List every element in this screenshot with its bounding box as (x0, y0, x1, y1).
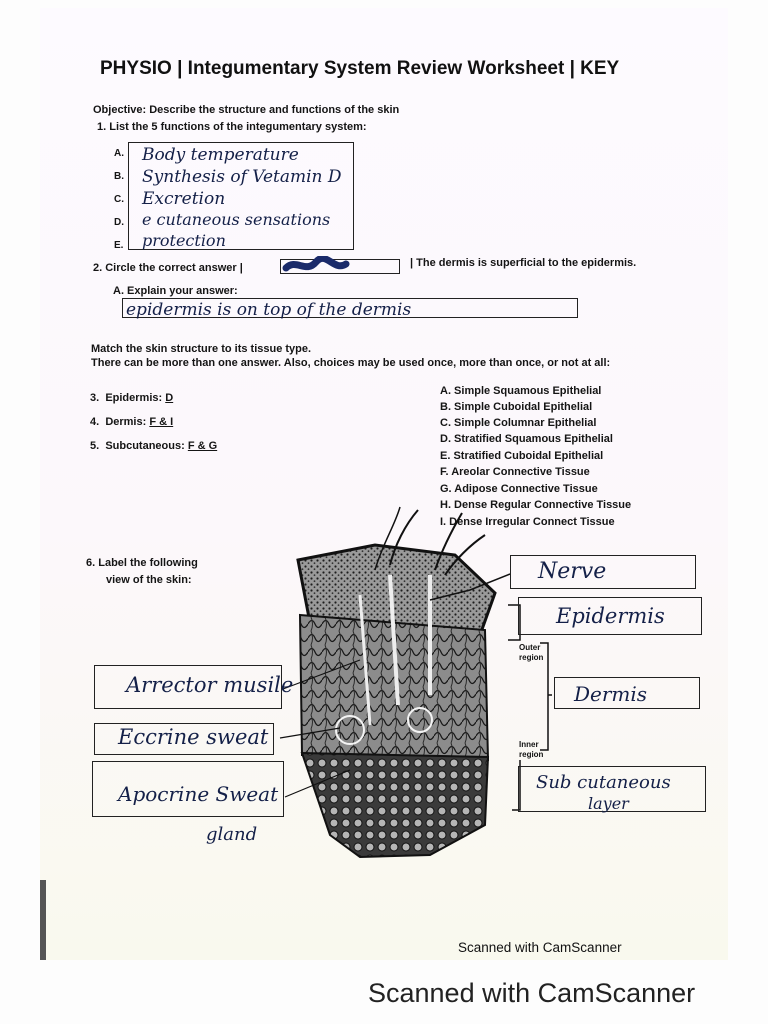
choice-a: A. Simple Squamous Epithelial (440, 385, 602, 397)
match-instructions-1: Match the skin structure to its tissue type. (91, 343, 312, 355)
label-apocrine: Apocrine Sweat (118, 782, 279, 806)
objective-text: Objective: Describe the structure and functions of the skin (93, 104, 400, 116)
question-2: 2. Circle the correct answer | (93, 262, 243, 274)
label-subcutaneous-2: layer (588, 794, 629, 813)
question-1: 1. List the 5 functions of the integumentary system: (97, 121, 367, 133)
choice-b: B. Simple Cuboidal Epithelial (440, 401, 593, 413)
choice-g: G. Adipose Connective Tissue (440, 483, 598, 495)
match-item-label: Subcutaneous: (105, 440, 185, 452)
q1-answer-b: Synthesis of Vetamin D (142, 167, 342, 187)
q1-letter-a: A. (114, 148, 124, 159)
label-nerve: Nerve (538, 559, 607, 584)
page-title: PHYSIO | Integumentary System Review Worksheet | KEY (100, 58, 620, 79)
choice-h: H. Dense Regular Connective Tissue (440, 499, 632, 511)
q1-letter-c: C. (114, 194, 124, 205)
label-epidermis: Epidermis (556, 604, 665, 628)
match-instructions-2: There can be more than one answer. Also, choices may be used once, more than once, or not at all: (91, 357, 611, 369)
label-eccrine: Eccrine sweat (118, 725, 269, 749)
label-gland: gland (206, 824, 258, 845)
question-6-line2: view of the skin: (106, 574, 192, 586)
match-item-label: Dermis: (105, 416, 147, 428)
q1-letter-b: B. (114, 171, 124, 182)
q1-answer-a: Body temperature (142, 145, 299, 165)
q1-letter-d: D. (114, 217, 124, 228)
match-item-number: 5. (90, 440, 100, 452)
inner-region-line1: Inner (519, 740, 539, 749)
match-item-number: 3. (90, 392, 100, 404)
choice-i: I. Dense Irregular Connect Tissue (440, 516, 615, 528)
inner-region-label (519, 740, 543, 760)
label-dermis: Dermis (574, 682, 648, 706)
scanner-watermark-large: Scanned with CamScanner (368, 978, 696, 1008)
label-subcutaneous-1: Sub cutaneous (536, 772, 671, 793)
q1-letter-e: E. (114, 240, 124, 251)
question-6-line1: 6. Label the following (86, 557, 198, 569)
outer-region-label (519, 643, 543, 663)
match-item-label: Epidermis: (105, 392, 163, 404)
outer-region-line2: region (519, 653, 544, 662)
q2-statement: | The dermis is superficial to the epidermis. (410, 257, 637, 269)
choice-c: C. Simple Columnar Epithelial (440, 417, 597, 429)
match-item-number: 4. (90, 416, 100, 428)
choice-d: D. Stratified Squamous Epithelial (440, 433, 613, 445)
match-item-answer: D (165, 392, 174, 404)
match-item-answer: F & I (149, 416, 174, 428)
choice-e: E. Stratified Cuboidal Epithelial (440, 450, 604, 462)
scanner-watermark-small: Scanned with CamScanner (458, 940, 622, 955)
match-item-answer: F & G (187, 440, 218, 452)
q1-answer-e: protection (142, 231, 226, 250)
inner-region-line2: region (519, 750, 544, 759)
label-arrector: Arrector musile (126, 673, 294, 697)
q2-explain-label: A. Explain your answer: (113, 285, 238, 297)
q1-answer-d: e cutaneous sensations (142, 210, 331, 229)
choice-f: F. Areolar Connective Tissue (440, 466, 590, 478)
q1-answer-c: Excretion (142, 189, 226, 209)
outer-region-line1: Outer (519, 643, 541, 652)
q2-explain-answer: epidermis is on top of the dermis (126, 300, 412, 320)
